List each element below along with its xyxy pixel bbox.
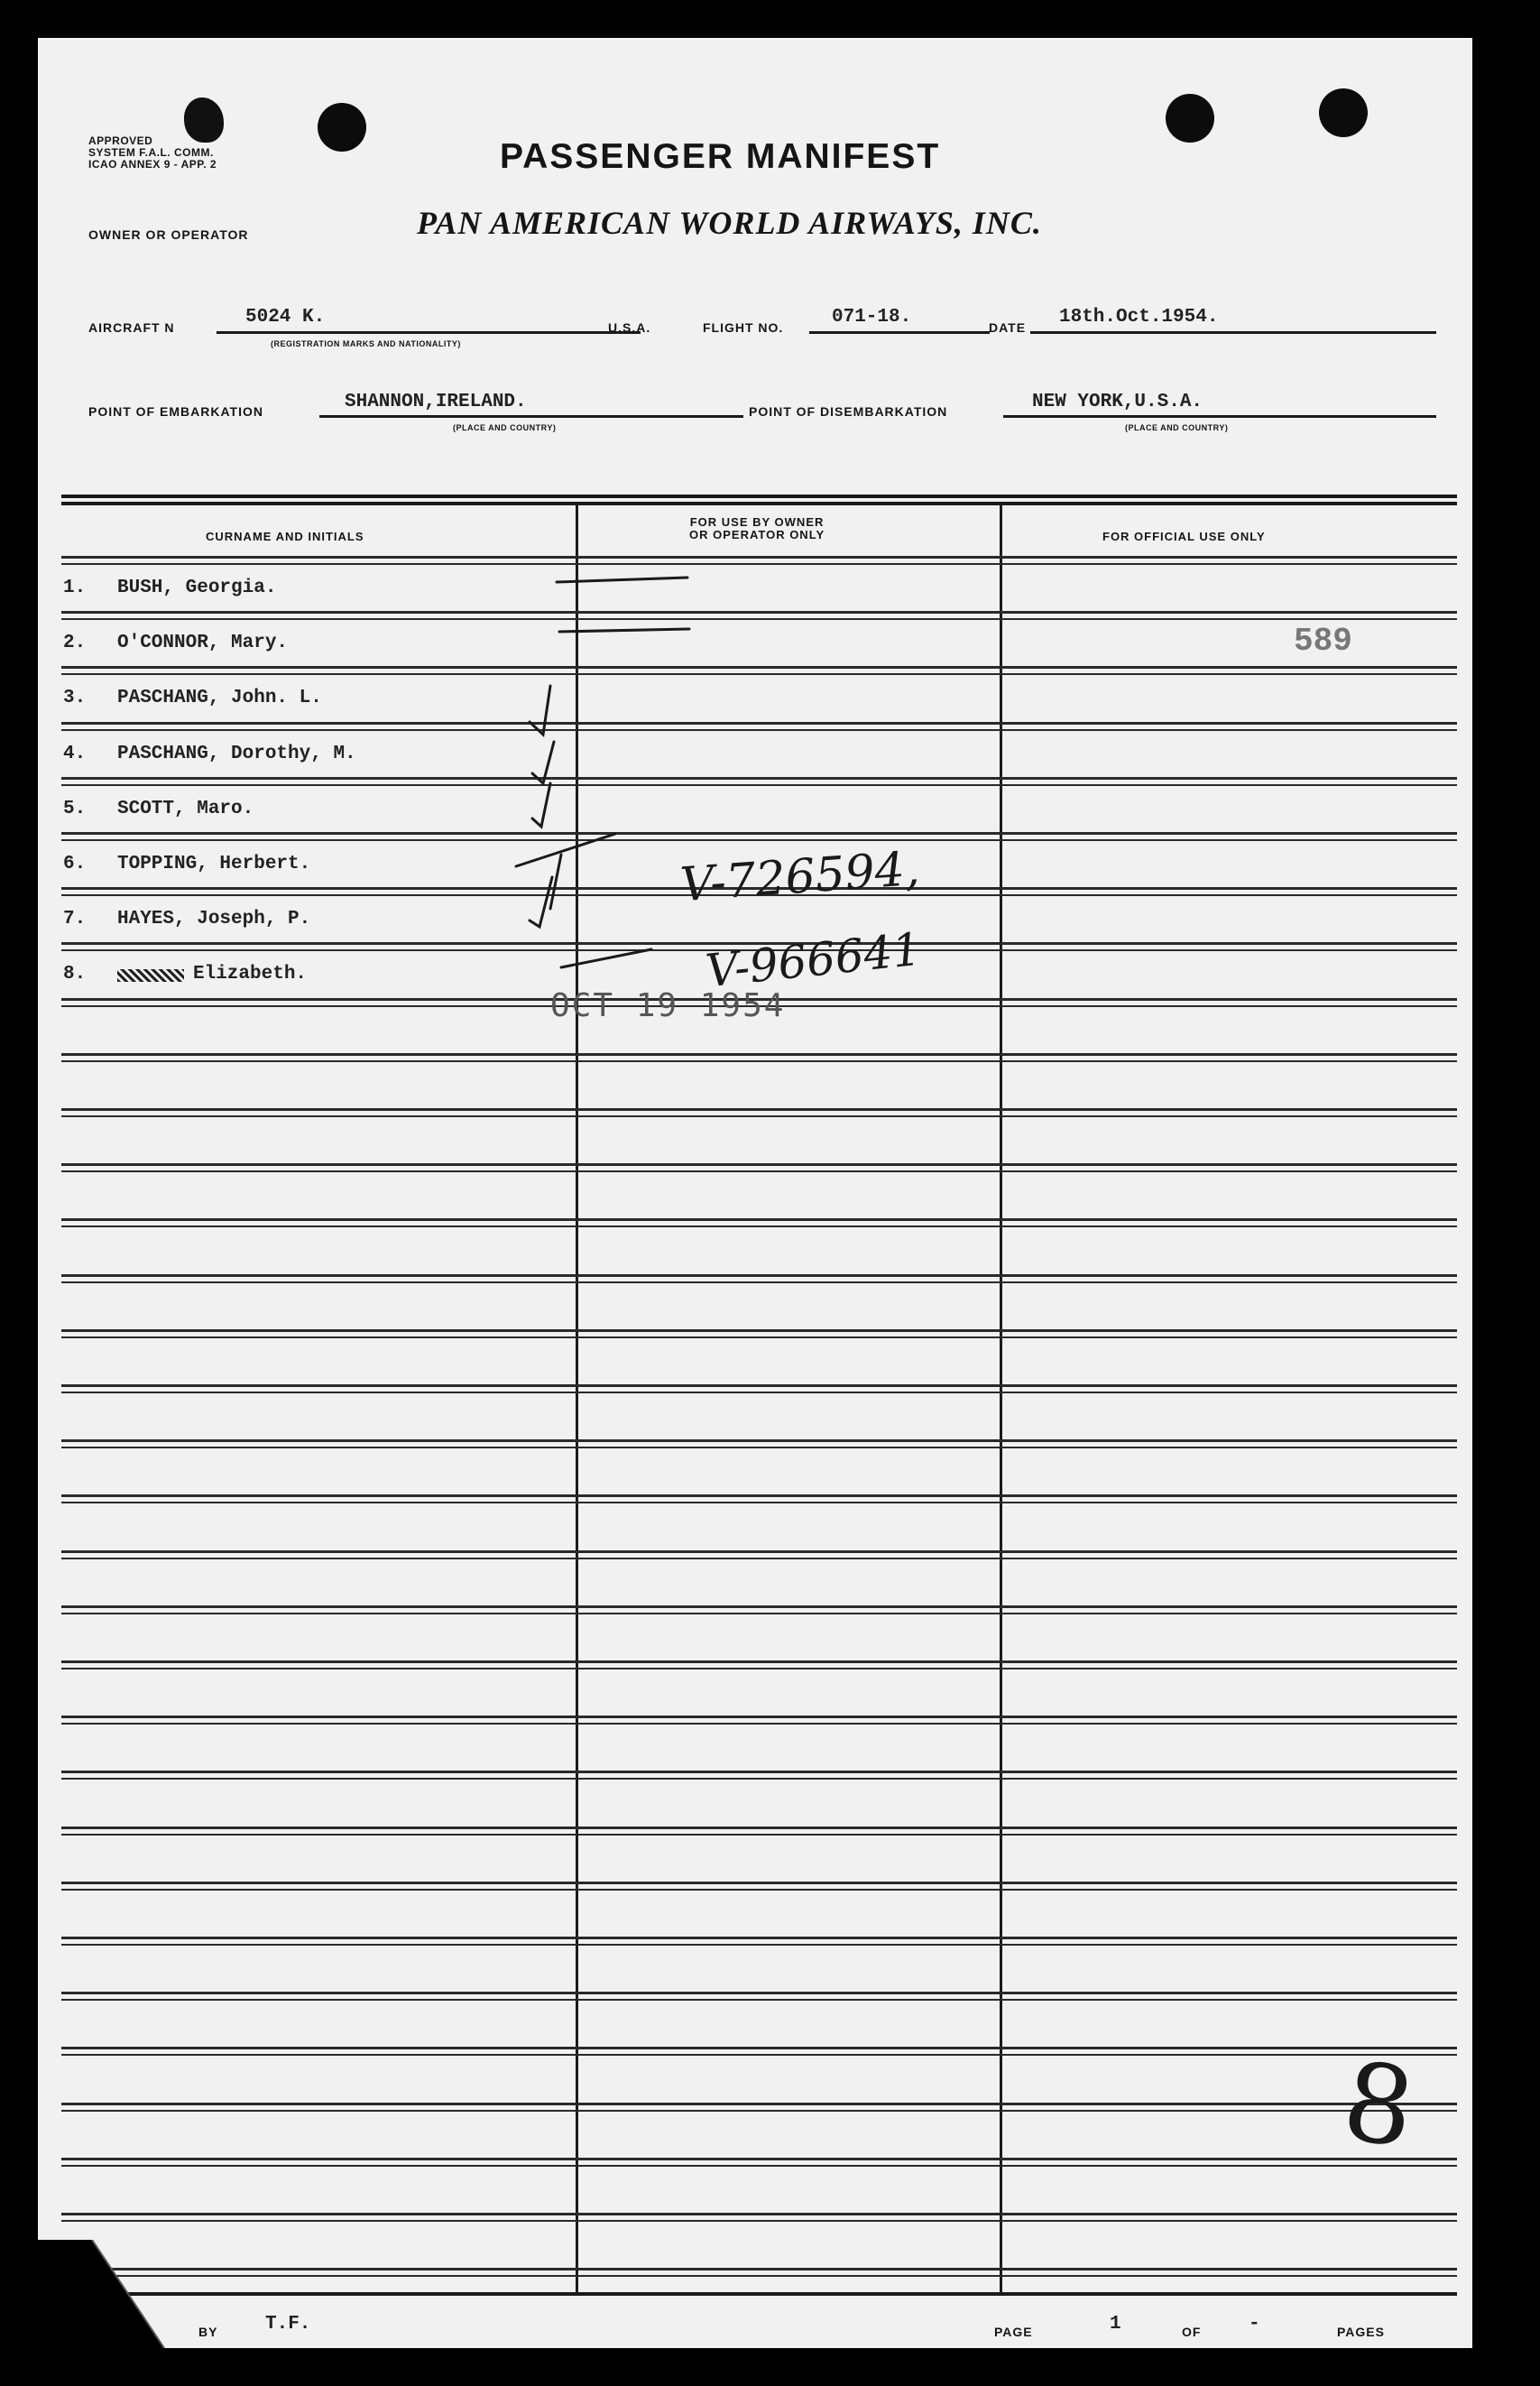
- passenger-number: 5.: [63, 799, 87, 819]
- handwriting-layer: [38, 38, 1472, 2348]
- column-header-owner-line-2: OR OPERATOR ONLY: [689, 528, 825, 541]
- date-label: DATE: [989, 320, 1027, 335]
- column-header-official: FOR OFFICIAL USE ONLY: [1102, 530, 1266, 543]
- embarkation-label: POINT OF EMBARKATION: [88, 404, 263, 419]
- official-number: 589: [1294, 623, 1352, 660]
- passenger-name: HAYES, Joseph, P.: [117, 909, 311, 929]
- visa-number-1: V-726594,: [678, 841, 922, 913]
- owner-label: OWNER OR OPERATOR: [88, 227, 249, 242]
- check-mark-4: [532, 742, 554, 783]
- page-title: PASSENGER MANIFEST: [500, 137, 941, 176]
- passenger-number: 3.: [63, 688, 87, 708]
- approval-line-3: ICAO ANNEX 9 - APP. 2: [88, 158, 217, 171]
- flight-value: 071-18.: [832, 307, 912, 328]
- passenger-name: O'CONNOR, Mary.: [117, 633, 289, 653]
- aircraft-label: AIRCRAFT N: [88, 320, 175, 335]
- passenger-number: 2.: [63, 633, 87, 653]
- flight-label: FLIGHT NO.: [703, 320, 784, 335]
- column-header-owner-line-1: FOR USE BY OWNER: [689, 515, 825, 529]
- date-value: 18th.Oct.1954.: [1059, 307, 1219, 328]
- visa-number-2: V-966641: [703, 922, 924, 998]
- passenger-name: PASCHANG, Dorothy, M.: [117, 744, 356, 764]
- registration-caption: (REGISTRATION MARKS AND NATIONALITY): [271, 339, 461, 348]
- disembarkation-caption: (PLACE AND COUNTRY): [1125, 423, 1229, 432]
- passenger-name: PASCHANG, John. L.: [117, 688, 322, 708]
- footer-page-label: PAGE: [994, 2325, 1033, 2339]
- check-mark-7: [530, 877, 552, 927]
- passenger-name: SCOTT, Maro.: [117, 799, 254, 819]
- passenger-number: 8.: [63, 964, 87, 985]
- check-mark-6: [516, 834, 615, 909]
- aircraft-value: 5024 K.: [245, 307, 326, 328]
- dash-mark-1: [557, 578, 687, 582]
- approval-line-1: APPROVED: [88, 134, 153, 147]
- total-count: 8: [1335, 2039, 1422, 2173]
- country-label: U.S.A.: [608, 320, 651, 335]
- footer-pages-label: PAGES: [1337, 2325, 1385, 2339]
- passenger-number: 1.: [63, 578, 87, 598]
- disembarkation-value: NEW YORK,U.S.A.: [1032, 392, 1203, 412]
- folded-corner: [38, 2240, 182, 2348]
- owner-value: PAN AMERICAN WORLD AIRWAYS, INC.: [417, 205, 1042, 241]
- passenger-name: Elizabeth.: [193, 964, 308, 985]
- dash-mark-8: [561, 949, 651, 967]
- footer-by-label: BY: [198, 2325, 218, 2339]
- footer-page-value: 1: [1110, 2314, 1121, 2335]
- manifest-page: [38, 38, 1472, 2348]
- embarkation-value: SHANNON,IRELAND.: [345, 392, 527, 412]
- footer-of-value: -: [1249, 2314, 1260, 2335]
- passenger-name: TOPPING, Herbert.: [117, 854, 311, 874]
- footer-of-label: OF: [1182, 2325, 1202, 2339]
- embarkation-caption: (PLACE AND COUNTRY): [453, 423, 557, 432]
- passenger-name: BUSH, Georgia.: [117, 578, 277, 598]
- column-header-names: CURNAME AND INITIALS: [206, 530, 364, 543]
- check-mark-3: [530, 686, 550, 735]
- date-stamp: OCT 19 1954: [550, 987, 786, 1024]
- check-mark-5: [532, 783, 550, 827]
- passenger-number: 6.: [63, 854, 87, 874]
- approval-line-2: SYSTEM F.A.L. COMM.: [88, 146, 214, 159]
- passenger-number: 4.: [63, 744, 87, 764]
- passenger-number: 7.: [63, 909, 87, 929]
- disembarkation-label: POINT OF DISEMBARKATION: [749, 404, 948, 419]
- footer-by-value: T.F.: [265, 2314, 311, 2335]
- dash-mark-2: [559, 629, 689, 632]
